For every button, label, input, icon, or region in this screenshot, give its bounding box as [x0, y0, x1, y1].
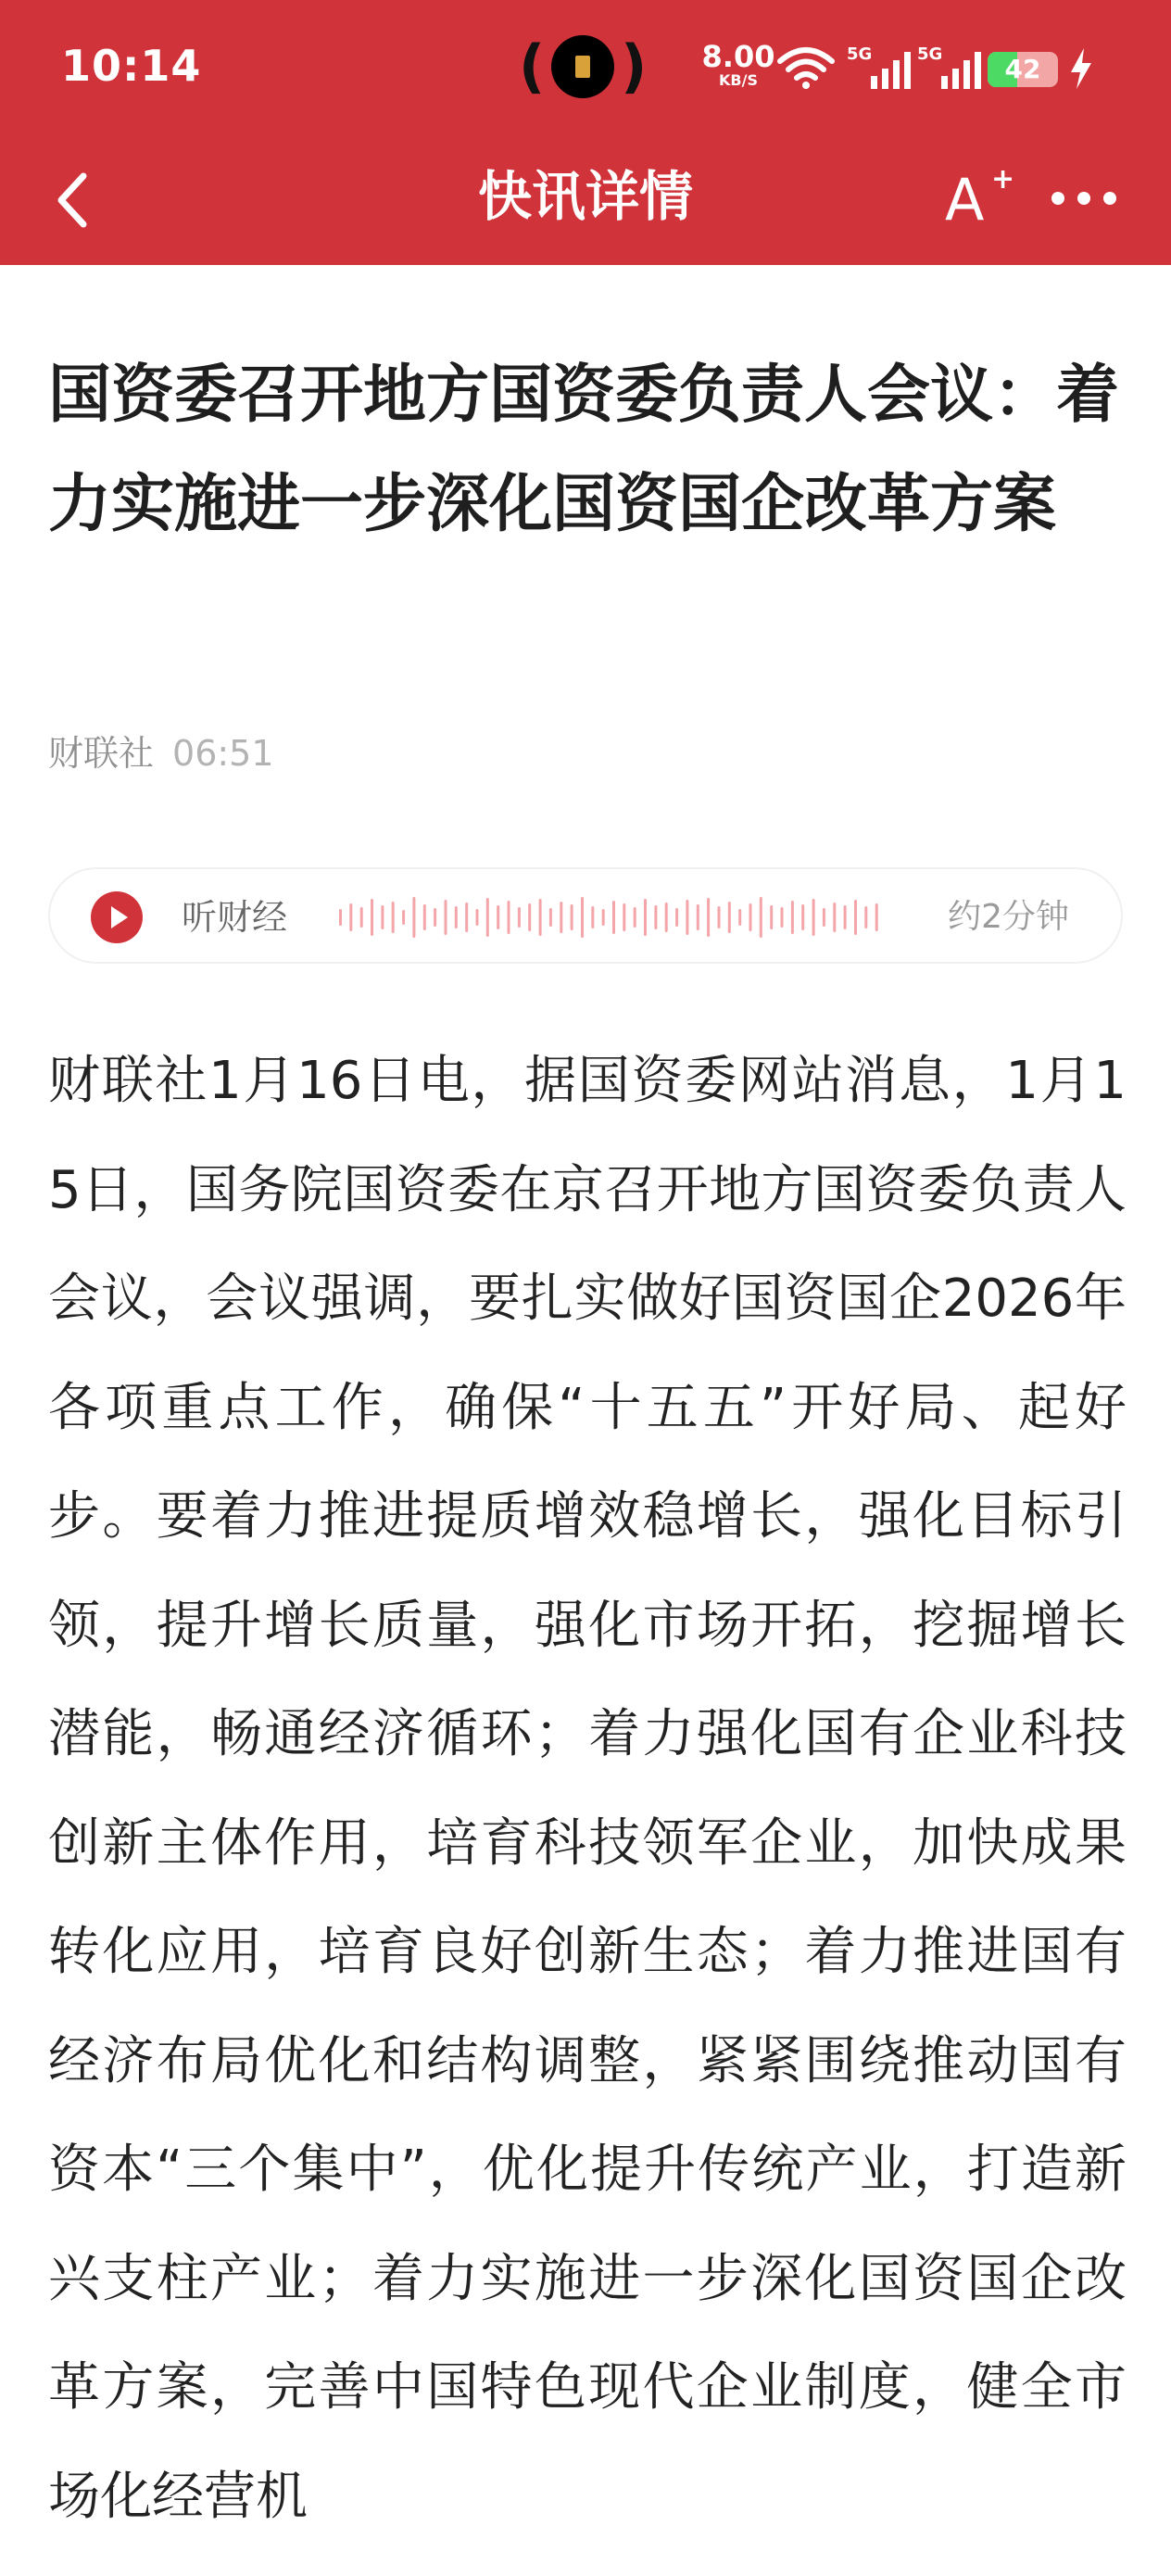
waveform-bar	[864, 906, 867, 928]
waveform-bar	[812, 899, 815, 936]
cellular-signal-1	[847, 43, 915, 93]
battery-icon	[988, 52, 1058, 87]
page-title: 快讯详情	[477, 165, 693, 228]
article-meta	[48, 725, 274, 776]
waveform-bar	[718, 906, 721, 928]
waveform-bar	[634, 907, 636, 928]
audio-label: 听财经	[182, 897, 288, 938]
network-speed-value: 8.00	[701, 39, 775, 74]
island-left-bracket: (	[519, 32, 546, 100]
island-right-bracket: )	[621, 32, 648, 100]
wifi-icon	[776, 43, 836, 93]
top-bar	[0, 0, 1171, 265]
font-size-icon-plus: +	[991, 163, 1015, 196]
waveform-bar	[549, 908, 552, 927]
waveform-bar	[697, 904, 699, 930]
waveform-bar	[476, 909, 479, 926]
waveform-bar	[823, 908, 825, 927]
network-speed	[697, 41, 780, 89]
waveform-bar	[465, 903, 468, 932]
signal-bars-icon	[871, 52, 912, 89]
waveform-bar	[728, 902, 731, 933]
waveform-bar	[875, 903, 878, 931]
waveform-bar	[854, 900, 857, 935]
waveform-bar	[445, 900, 447, 935]
play-icon	[91, 891, 143, 943]
waveform-bar	[833, 903, 836, 932]
waveform-bar	[392, 902, 395, 933]
waveform-bar	[402, 910, 405, 925]
waveform-bar	[508, 901, 510, 934]
audio-duration: 约2分钟	[948, 898, 1069, 936]
play-button[interactable]	[91, 891, 143, 943]
waveform-bar	[675, 908, 678, 927]
waveform-bar	[571, 904, 573, 930]
waveform-bar	[581, 897, 584, 938]
waveform-bar	[381, 905, 384, 929]
waveform-bar	[612, 901, 615, 934]
font-size-icon-letter: A	[945, 166, 985, 234]
waveform-bar	[434, 908, 436, 927]
waveform-bar	[654, 905, 657, 929]
audio-player[interactable]	[48, 867, 1123, 964]
more-dots-icon[interactable]	[1047, 178, 1121, 219]
waveform-bar	[423, 904, 426, 930]
cellular-signal-2	[917, 43, 986, 93]
waveform-bar	[360, 907, 363, 928]
waveform-bar	[781, 907, 784, 928]
waveform-bar	[591, 906, 594, 928]
waveform-bar	[707, 898, 710, 937]
waveform-bar	[791, 901, 794, 934]
waveform-bar	[497, 905, 499, 929]
font-size-button[interactable]	[939, 163, 1014, 237]
article-time: 06:51	[172, 733, 274, 774]
waveform-bar	[486, 898, 489, 937]
waveform-bar	[528, 903, 531, 931]
dynamic-island	[519, 32, 648, 100]
waveform-bar	[339, 909, 342, 926]
audio-waveform	[337, 891, 884, 943]
island-app-icon	[551, 35, 614, 98]
waveform-bar	[455, 906, 458, 928]
battery-level: 42	[1004, 54, 1041, 84]
network-type-1: 5G	[847, 44, 873, 64]
network-type-2: 5G	[917, 44, 943, 64]
waveform-bar	[760, 897, 762, 938]
status-time: 10:14	[61, 41, 202, 91]
back-chevron-icon[interactable]	[48, 163, 100, 237]
article-body: 财联社1月16日电，据国资委网站消息，1月15日，国务院国资委在京召开地方国资委负责人会议，会议强调，要扎实做好国资国企2026年各项重点工作，确保“十五五”开好局、起好步。要着力推进提质增效稳增长，强化目标引领，提升增长质量，强化市场开拓，挖掘增长潜能，畅通经济循环；着力强化国有企业科技创新主体作用，培育科技领军企业，加快成果转化应用，培育良好创新生态；着力推进国有经济布局优化和结构调整，紧紧围绕推动国有资本“三个集中”，优化提升传统产业，打造新兴支柱产业；着力实施进一步深化国资国企改革方案，完善中国特色现代企业制度，健全市场化经营机	[48, 1051, 1127, 2527]
waveform-bar	[602, 909, 605, 926]
waveform-bar	[749, 903, 752, 931]
waveform-bar	[770, 905, 773, 929]
article-source: 财联社	[48, 733, 155, 774]
waveform-bar	[560, 902, 562, 933]
article-title: 国资委召开地方国资委负责人会议：着力实施进一步深化国资国企改革方案	[48, 359, 1120, 541]
waveform-bar	[644, 899, 647, 936]
waveform-bar	[844, 905, 847, 929]
signal-bars-icon	[941, 52, 982, 89]
network-speed-unit: KB/S	[719, 71, 758, 89]
charging-bolt-icon	[1067, 46, 1095, 91]
waveform-bar	[371, 899, 373, 936]
waveform-bar	[518, 907, 521, 928]
waveform-bar	[539, 899, 542, 936]
waveform-bar	[801, 904, 804, 930]
waveform-bar	[349, 903, 352, 931]
waveform-bar	[623, 903, 625, 931]
waveform-bar	[738, 909, 741, 926]
waveform-bar	[686, 900, 688, 935]
waveform-bar	[412, 897, 415, 938]
waveform-bar	[665, 903, 668, 932]
